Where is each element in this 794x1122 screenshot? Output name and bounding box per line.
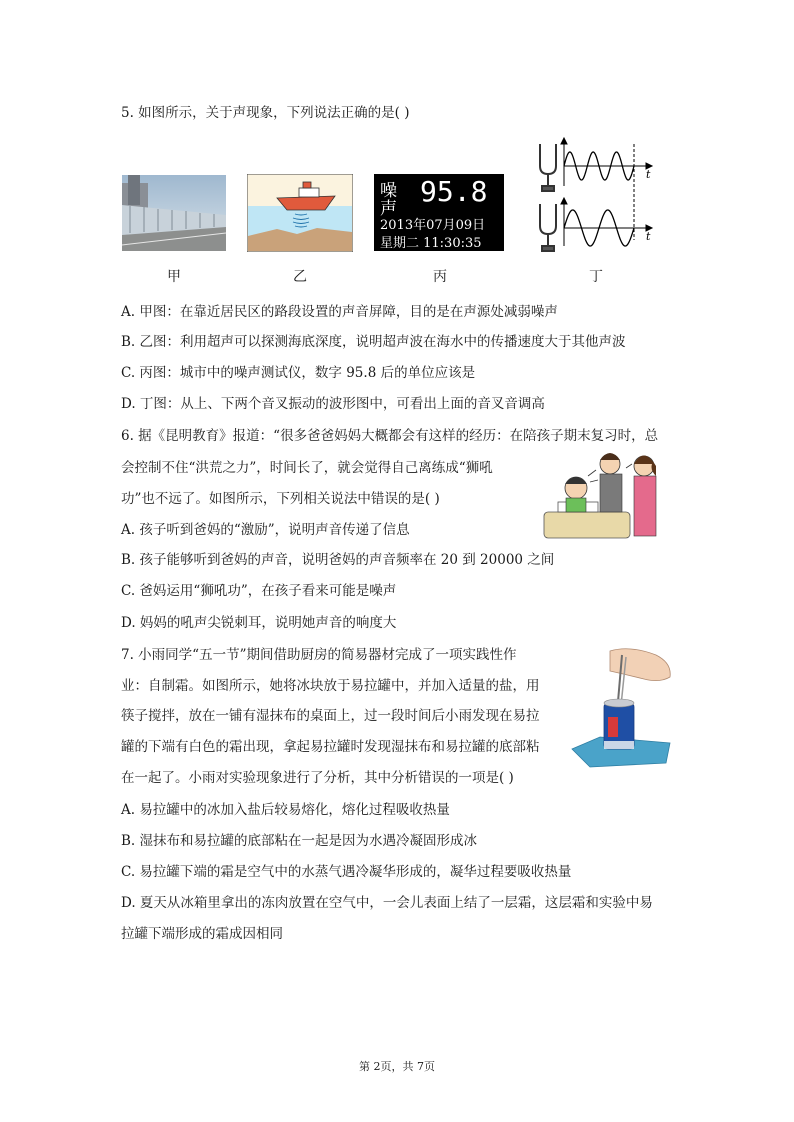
tuning-fork-waveforms <box>530 136 660 284</box>
noise-meter-display <box>374 174 504 251</box>
q6-option-a: A. 孩子听到爸妈的“激励”，说明声音传递了信息 <box>121 522 410 538</box>
q7-stem-line-3: 筷子搅拌，放在一铺有湿抹布的桌面上，过一段时间后小雨发现在易拉 <box>121 708 540 724</box>
q7-stem-line-1: 7. 小雨同学“五一节”期间借助厨房的简易器材完成了一项实践性作 <box>121 647 517 663</box>
noise-value: 95.8 <box>420 175 488 208</box>
can-frost-experiment-photo <box>570 645 674 769</box>
noise-label-top: 噪 <box>380 181 397 201</box>
q6-option-b: B. 孩子能够听到爸妈的声音，说明爸妈的声音频率在 20 到 20000 之间 <box>121 552 555 568</box>
q6-stem-line-2: 会控制不住“洪荒之力”，时间长了，就会觉得自己离练成“狮吼 <box>121 460 493 476</box>
q6-option-c: C. 爸妈运用“狮吼功”，在孩子看来可能是噪声 <box>121 583 397 599</box>
parents-shouting-illustration <box>540 446 670 542</box>
q7-stem-line-5: 在一起了。小雨对实验现象进行了分析，其中分析错误的一项是( ) <box>121 770 514 786</box>
question-5-stem: 5. 如图所示，关于声现象，下列说法正确的是( ) <box>121 105 410 121</box>
q7-stem-line-2: 业：自制霜。如图所示，她将冰块放于易拉罐中，并加入适量的盐，用 <box>121 678 540 694</box>
axis-t-label: t <box>646 230 651 243</box>
q7-stem-line-4: 罐的下端有白色的霜出现，拿起易拉罐时发现湿抹布和易拉罐的底部粘 <box>121 739 540 755</box>
axis-t-label-top: t <box>646 168 651 181</box>
q7-option-d-line-2: 拉罐下端形成的霜成因相同 <box>121 926 283 942</box>
fig-label-yi: 乙 <box>293 269 307 285</box>
q6-stem-line-3: 功”也不远了。如图所示，下列相关说法中错误的是( ) <box>121 491 440 507</box>
fig-label-jia: 甲 <box>167 269 181 285</box>
fig-label-ding: 丁 <box>589 269 603 285</box>
q5-option-d: D. 丁图：从上、下两个音叉振动的波形图中，可看出上面的音叉音调高 <box>121 396 545 412</box>
q7-option-b: B. 湿抹布和易拉罐的底部粘在一起是因为水遇冷凝固形成冰 <box>121 833 478 849</box>
sound-barrier-photo <box>122 175 226 251</box>
ship-sonar-illustration <box>247 174 353 252</box>
noise-weekday-time: 星期二 11:30:35 <box>380 236 482 251</box>
q5-option-a: A. 甲图：在靠近居民区的路段设置的声音屏障，目的是在声源处减弱噪声 <box>121 304 558 320</box>
q6-stem-line-1: 6. 据《昆明教育》报道：“很多爸爸妈妈大概都会有这样的经历：在陪孩子期末复习时，总 <box>121 428 659 444</box>
q5-option-b: B. 乙图：利用超声可以探测海底深度，说明超声波在海水中的传播速度大于其他声波 <box>121 334 626 350</box>
q5-option-c: C. 丙图：城市中的噪声测试仪，数字 95.8 后的单位应该是 <box>121 365 476 381</box>
q7-option-c: C. 易拉罐下端的霜是空气中的水蒸气遇冷凝华形成的，凝华过程要吸收热量 <box>121 864 572 880</box>
noise-label-bottom: 声 <box>380 199 397 219</box>
q7-option-a: A. 易拉罐中的冰加入盐后较易熔化，熔化过程吸收热量 <box>121 802 450 818</box>
page-footer: 第 2页，共 7页 <box>359 1060 435 1073</box>
q7-option-d-line-1: D. 夏天从冰箱里拿出的冻肉放置在空气中，一会儿表面上结了一层霜，这层霜和实验中易 <box>121 895 653 911</box>
q6-option-d: D. 妈妈的吼声尖锐刺耳，说明她声音的响度大 <box>121 615 397 631</box>
fig-label-bing: 丙 <box>433 269 447 285</box>
noise-date: 2013年07月09日 <box>380 218 486 233</box>
